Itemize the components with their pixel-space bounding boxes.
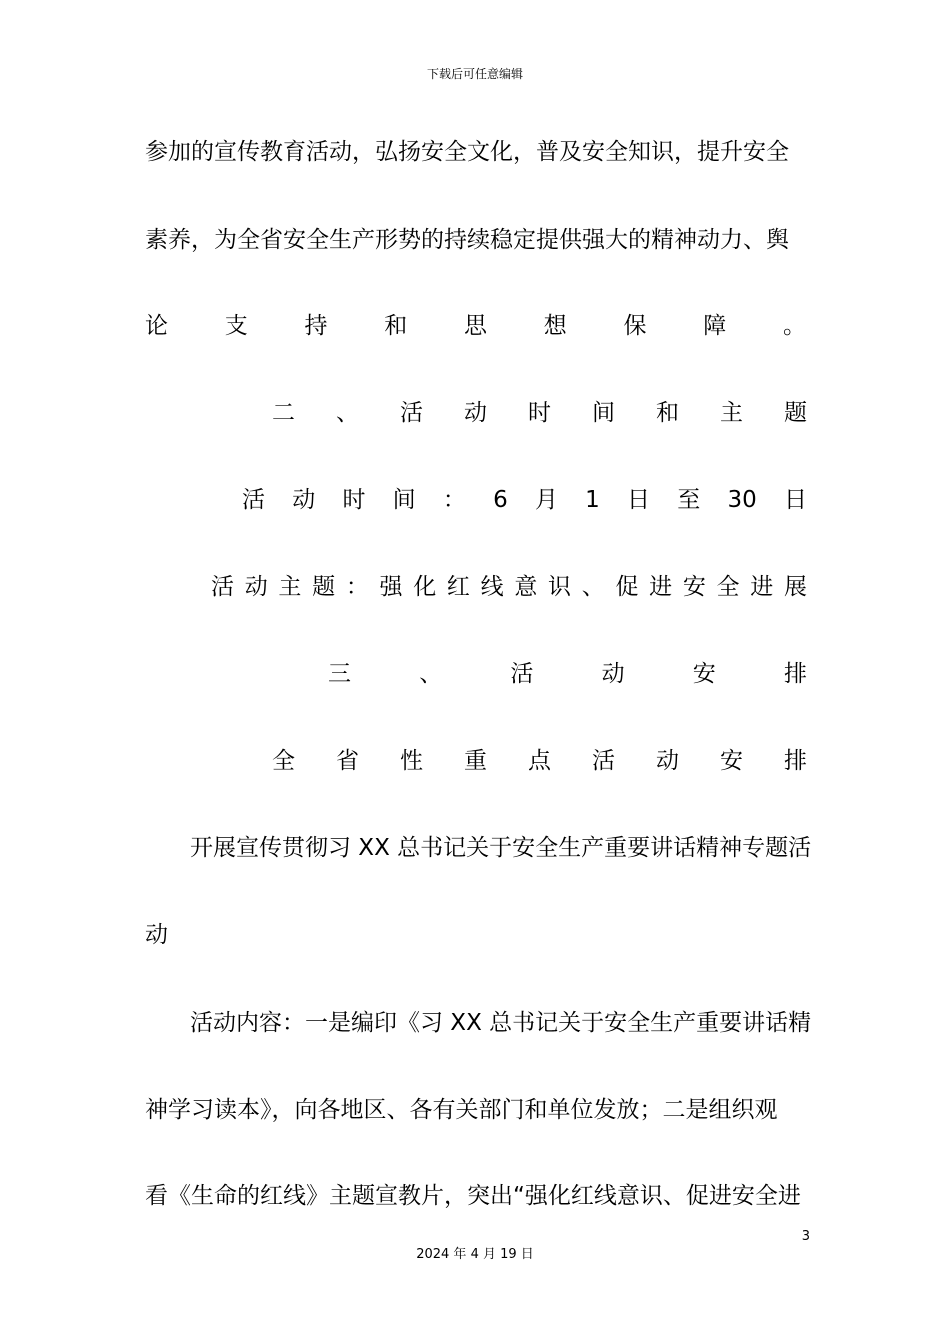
theme-char: 题 <box>312 574 336 600</box>
theme-char: 进 <box>649 574 673 600</box>
time-char: 动 <box>292 487 316 513</box>
theme-char: 、 <box>581 574 605 600</box>
theme-char: 安 <box>682 574 706 600</box>
heading-char: 二 <box>272 400 295 426</box>
heading-char: 活 <box>592 748 615 774</box>
heading-char: 题 <box>784 400 807 426</box>
spread-char: 保 <box>623 313 647 339</box>
paragraph-line: 神学习读本》，向各地区、各有关部门和单位发放；二是组织观 <box>145 1097 778 1123</box>
paragraph-line: 看《生命的红线》主题宣教片，突出“强化红线意识、促进安全进 <box>145 1183 801 1209</box>
spread-char: 思 <box>464 313 487 339</box>
heading-char: 、 <box>336 400 359 426</box>
time-char: 1 <box>585 487 600 513</box>
time-char: 30 <box>727 487 757 513</box>
heading-char: 时 <box>528 400 551 426</box>
paragraph-line: 开展宣传贯彻习 XX 总书记关于安全生产重要讲话精神专题活 <box>190 835 812 861</box>
heading-char: 重 <box>464 748 487 774</box>
paragraph-line: 活动内容：一是编印《习 XX 总书记关于安全生产重要讲话精 <box>190 1010 812 1036</box>
heading-char: 排 <box>784 748 807 774</box>
page-number: 3 <box>801 1229 810 1244</box>
heading-char: 点 <box>528 748 551 774</box>
heading-char: 安 <box>720 748 743 774</box>
theme-char: ： <box>345 574 369 600</box>
spread-char: 。 <box>783 313 806 339</box>
heading-char: 主 <box>720 400 743 426</box>
theme-char: 识 <box>548 574 572 600</box>
heading-char: 间 <box>592 400 615 426</box>
spread-char: 论 <box>145 313 168 339</box>
heading-char: 活 <box>400 400 423 426</box>
heading-char: 动 <box>464 400 487 426</box>
theme-char: 强 <box>379 574 403 600</box>
province-heading <box>272 746 807 776</box>
theme-char: 意 <box>514 574 538 600</box>
spread-line <box>145 311 806 341</box>
body-line: 素养，为全省安全生产形势的持续稳定提供强大的精神动力、舆 <box>145 227 789 253</box>
spread-char: 障 <box>703 313 727 339</box>
theme-char: 全 <box>716 574 740 600</box>
time-char: 月 <box>534 487 558 513</box>
heading-char: 活 <box>510 661 534 687</box>
spread-char: 持 <box>304 313 328 339</box>
theme-char: 进 <box>750 574 774 600</box>
time-char: 日 <box>783 487 807 513</box>
time-char: 时 <box>342 487 366 513</box>
heading-char: 、 <box>419 661 443 687</box>
heading-char: 动 <box>656 748 679 774</box>
section-3-heading <box>328 659 807 689</box>
theme-char: 展 <box>783 574 807 600</box>
heading-char: 三 <box>328 661 351 687</box>
heading-char: 排 <box>783 661 807 687</box>
spread-char: 和 <box>384 313 408 339</box>
theme-char: 促 <box>615 574 639 600</box>
time-char: 间 <box>392 487 416 513</box>
spread-char: 想 <box>543 313 567 339</box>
heading-char: 安 <box>692 661 716 687</box>
paragraph-line: 动 <box>145 922 168 948</box>
activity-time <box>242 485 807 515</box>
page-header: 下载后可任意编辑 <box>426 67 523 81</box>
heading-char: 性 <box>400 748 423 774</box>
body-line: 参加的宣传教育活动，弘扬安全文化，普及安全知识，提升安全 <box>145 139 789 165</box>
heading-char: 全 <box>272 748 295 774</box>
time-char: 6 <box>493 487 508 513</box>
activity-theme <box>211 572 807 602</box>
theme-char: 活 <box>211 574 234 600</box>
theme-char: 线 <box>480 574 504 600</box>
time-char: 至 <box>677 487 701 513</box>
heading-char: 和 <box>656 400 679 426</box>
theme-char: 主 <box>278 574 302 600</box>
theme-char: 动 <box>244 574 268 600</box>
theme-char: 红 <box>446 574 470 600</box>
heading-char: 动 <box>601 661 625 687</box>
section-2-heading <box>272 398 807 428</box>
time-char: ： <box>442 487 466 513</box>
time-char: 活 <box>242 487 265 513</box>
heading-char: 省 <box>336 748 359 774</box>
page-footer-date: 2024 年 4 月 19 日 <box>416 1247 534 1262</box>
spread-char: 支 <box>224 313 248 339</box>
theme-char: 化 <box>413 574 437 600</box>
time-char: 日 <box>627 487 651 513</box>
